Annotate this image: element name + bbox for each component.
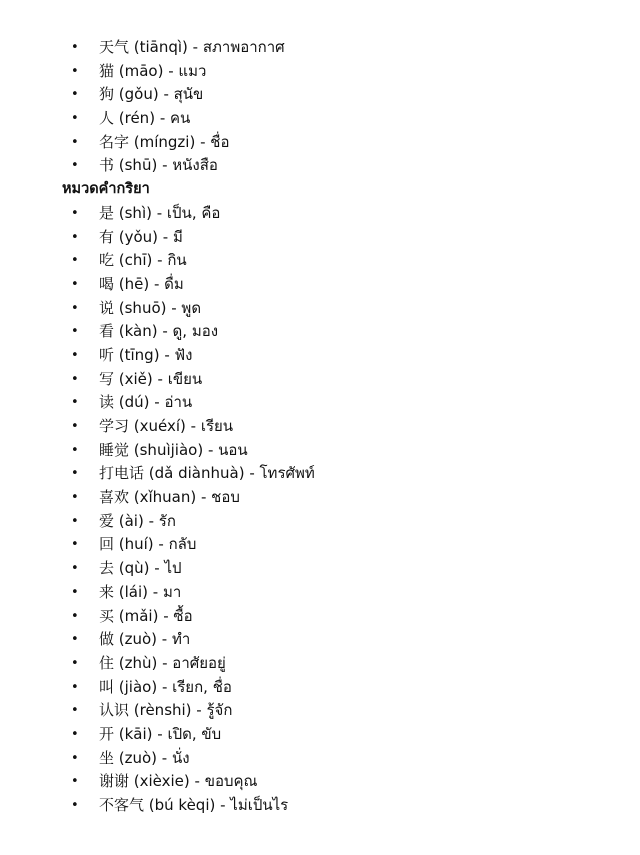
vocab-entry: 有 (yǒu) - มี bbox=[99, 227, 183, 246]
vocab-entry: 去 (qù) - ไป bbox=[99, 559, 182, 578]
vocab-entry: 狗 (gǒu) - สุนัข bbox=[99, 85, 204, 104]
bullet-icon: • bbox=[71, 419, 79, 434]
bullet-icon: • bbox=[71, 750, 79, 766]
bullet-icon: • bbox=[71, 584, 79, 600]
vocab-entry: 听 (tīng) - ฟัง bbox=[99, 345, 193, 364]
list-item bbox=[0, 794, 640, 818]
list-item bbox=[0, 60, 640, 84]
vocab-entry: 吃 (chī) - กิน bbox=[99, 251, 187, 270]
list-item bbox=[0, 462, 640, 486]
list-item bbox=[0, 557, 640, 581]
vocabulary-page bbox=[0, 36, 640, 818]
vocab-entry: 回 (huí) - กลับ bbox=[99, 535, 197, 554]
bullet-icon: • bbox=[71, 205, 79, 221]
vocab-entry: 看 (kàn) - ดู, มอง bbox=[99, 322, 219, 341]
bullet-icon: • bbox=[71, 442, 79, 458]
bullet-icon: • bbox=[71, 798, 79, 813]
list-item bbox=[0, 154, 640, 178]
list-item bbox=[0, 747, 640, 771]
section-heading-verbs: หมวดคำกริยา bbox=[62, 181, 150, 198]
list-item bbox=[0, 297, 640, 321]
bullet-icon: • bbox=[71, 158, 79, 174]
list-item bbox=[0, 676, 640, 700]
list-item bbox=[0, 581, 640, 605]
vocab-entry: 写 (xiě) - เขียน bbox=[99, 369, 203, 388]
bullet-icon: • bbox=[71, 466, 79, 482]
list-item bbox=[0, 36, 640, 60]
list-item bbox=[0, 770, 640, 794]
bullet-icon: • bbox=[71, 490, 79, 506]
bullet-icon: • bbox=[71, 632, 79, 648]
bullet-icon: • bbox=[71, 655, 79, 671]
vocab-entry: 猫 (māo) - แมว bbox=[99, 61, 207, 80]
bullet-icon: • bbox=[71, 276, 79, 292]
list-item bbox=[0, 131, 640, 155]
vocab-entry: 认识 (rènshi) - รู้จัก bbox=[99, 701, 233, 720]
list-item bbox=[0, 83, 640, 107]
list-item bbox=[0, 368, 640, 392]
bullet-icon: • bbox=[71, 513, 79, 529]
list-item bbox=[0, 202, 640, 226]
list-item bbox=[0, 605, 640, 629]
vocab-entry: 来 (lái) - มา bbox=[99, 582, 182, 601]
vocab-entry: 是 (shì) - เป็น, คือ bbox=[99, 203, 221, 222]
bullet-icon: • bbox=[71, 774, 79, 790]
bullet-icon: • bbox=[71, 324, 79, 340]
bullet-icon: • bbox=[71, 134, 79, 150]
verb-list bbox=[0, 202, 640, 818]
list-item bbox=[0, 533, 640, 557]
bullet-icon: • bbox=[71, 679, 79, 695]
vocab-entry: 天气 (tiānqì) - สภาพอากาศ bbox=[99, 38, 285, 56]
bullet-icon: • bbox=[71, 253, 79, 269]
vocab-entry: 人 (rén) - คน bbox=[99, 109, 191, 128]
vocab-entry: 说 (shuō) - พูด bbox=[99, 298, 202, 317]
list-item bbox=[0, 510, 640, 534]
vocab-entry: 书 (shū) - หนังสือ bbox=[99, 156, 218, 175]
list-item bbox=[0, 344, 640, 368]
bullet-icon: • bbox=[71, 300, 79, 316]
vocab-entry: 喜欢 (xǐhuan) - ชอบ bbox=[99, 488, 240, 507]
vocab-entry: 叫 (jiào) - เรียก, ชื่อ bbox=[99, 677, 232, 696]
bullet-icon: • bbox=[71, 703, 79, 719]
bullet-icon: • bbox=[71, 395, 79, 411]
vocab-entry: 喝 (hē) - ดื่ม bbox=[99, 274, 184, 293]
vocab-entry: 名字 (míngzi) - ชื่อ bbox=[99, 132, 230, 151]
list-item bbox=[0, 699, 640, 723]
vocab-entry: 不客气 (bú kèqi) - ไม่เป็นไร bbox=[99, 796, 289, 814]
bullet-icon: • bbox=[71, 87, 79, 103]
vocab-entry: 睡觉 (shuìjiào) - นอน bbox=[99, 440, 248, 459]
vocab-entry: 读 (dú) - อ่าน bbox=[99, 393, 193, 412]
bullet-icon: • bbox=[71, 726, 79, 742]
bullet-icon: • bbox=[71, 608, 79, 624]
list-item bbox=[0, 107, 640, 131]
vocab-entry: 谢谢 (xièxie) - ขอบคุณ bbox=[99, 772, 258, 791]
list-item bbox=[0, 415, 640, 439]
list-item bbox=[0, 439, 640, 463]
list-item bbox=[0, 391, 640, 415]
bullet-icon: • bbox=[71, 561, 79, 577]
list-item bbox=[0, 273, 640, 297]
bullet-icon: • bbox=[71, 347, 79, 363]
list-item bbox=[0, 226, 640, 250]
bullet-icon: • bbox=[71, 229, 79, 245]
list-item bbox=[0, 249, 640, 273]
list-item bbox=[0, 320, 640, 344]
vocab-entry: 开 (kāi) - เปิด, ขับ bbox=[99, 724, 222, 743]
vocab-entry: 爱 (ài) - รัก bbox=[99, 511, 176, 530]
vocab-entry: 坐 (zuò) - นั่ง bbox=[99, 748, 190, 767]
vocab-entry: 买 (mǎi) - ซื้อ bbox=[99, 606, 193, 625]
vocab-entry: 做 (zuò) - ทำ bbox=[99, 630, 191, 649]
noun-list bbox=[0, 36, 640, 178]
bullet-icon: • bbox=[71, 537, 79, 553]
bullet-icon: • bbox=[71, 371, 79, 387]
list-item bbox=[0, 723, 640, 747]
bullet-icon: • bbox=[71, 111, 79, 127]
bullet-icon: • bbox=[71, 63, 79, 79]
list-item bbox=[0, 652, 640, 676]
vocab-entry: 住 (zhù) - อาศัยอยู่ bbox=[99, 653, 226, 672]
list-item bbox=[0, 486, 640, 510]
vocab-entry: 打电话 (dǎ diànhuà) - โทรศัพท์ bbox=[99, 464, 315, 483]
list-item bbox=[0, 628, 640, 652]
bullet-icon: • bbox=[71, 40, 79, 55]
vocab-entry: 学习 (xuéxí) - เรียน bbox=[99, 417, 234, 435]
